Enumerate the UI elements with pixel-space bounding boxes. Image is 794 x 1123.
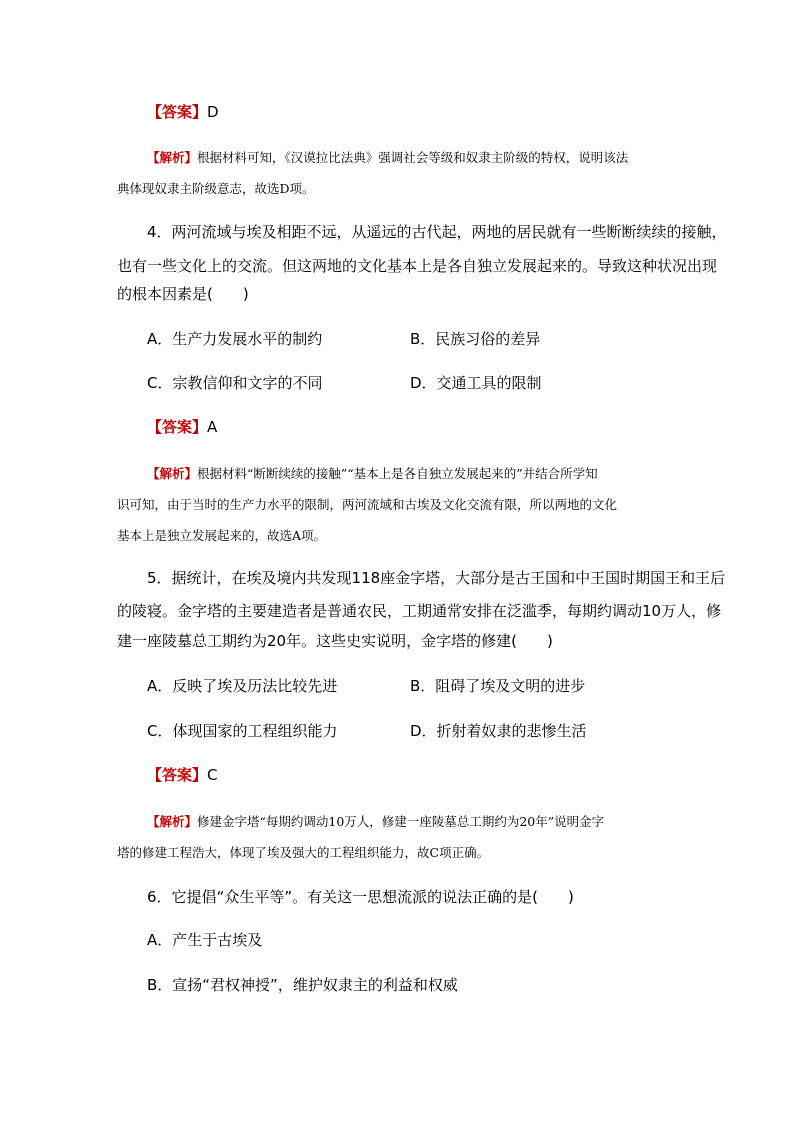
q6-stem: 6．它提倡“众生平等”。有关这一思想流派的说法正确的是( ) [147, 888, 574, 906]
q5-option-c: C．体现国家的工程组织能力 [147, 722, 338, 740]
q3-analysis-line-1 [147, 147, 628, 169]
analysis-tag: 【解析】 [147, 150, 198, 165]
q5-option-a: A．反映了埃及历法比较先进 [147, 677, 338, 695]
q4-option-c: C．宗教信仰和文字的不同 [147, 374, 323, 392]
q5-analysis-line-2: 塔的修建工程浩大，体现了埃及强大的工程组织能力，故C项正确。 [117, 845, 490, 860]
q5-answer [147, 764, 218, 786]
q4-option-b: B．民族习俗的差异 [410, 330, 541, 348]
q5-stem-line-2: 的陵寝。金字塔的主要建造者是普通农民，工期通常安排在泛滥季，每期约调动10万人，修 [117, 602, 722, 620]
answer-value: D [207, 103, 219, 121]
q4-option-d: D．交通工具的限制 [410, 374, 542, 392]
q4-analysis-line-3: 基本上是独立发展起来的，故选A项。 [117, 528, 327, 543]
answer-value: A [207, 418, 218, 436]
analysis-text: 修建金字塔“每期约调动10万人，修建一座陵墓总工期约为20年”说明金字 [197, 814, 605, 829]
q4-stem-line-3: 的根本因素是( ) [117, 285, 249, 303]
q5-option-b: B．阻碍了埃及文明的进步 [410, 677, 586, 695]
answer-tag: 【答案】 [147, 103, 208, 121]
q5-analysis-line-1 [147, 811, 604, 833]
q4-stem-line-1: 4．两河流域与埃及相距不远，从遥远的古代起，两地的居民就有一些断断续续的接触， [147, 223, 727, 241]
q6-option-a: A．产生于古埃及 [147, 931, 263, 949]
q4-answer [147, 416, 217, 438]
q4-analysis-line-2: 识可知，由于当时的生产力水平的限制，两河流域和古埃及文化交流有限，所以两地的文化 [117, 497, 618, 512]
q4-stem-line-2: 也有一些文化上的交流。但这两地的文化基本上是各自独立发展起来的。导致这种状况出现 [117, 257, 718, 275]
q3-answer [147, 101, 219, 123]
q4-option-a: A．生产力发展水平的制约 [147, 330, 323, 348]
q5-stem-line-1: 5．据统计，在埃及境内共发现118座金字塔，大部分是古王国和中王国时期国王和王后 [147, 569, 726, 587]
q4-analysis-line-1 [147, 463, 598, 485]
answer-tag: 【答案】 [147, 418, 208, 436]
analysis-text: 根据材料“断断续续的接触”“基本上是各自独立发展起来的”并结合所学知 [197, 466, 598, 481]
analysis-tag: 【解析】 [147, 466, 198, 481]
q6-option-b: B．宣扬“君权神授”，维护奴隶主的利益和权威 [147, 976, 458, 994]
answer-value: C [207, 766, 218, 784]
q3-analysis-line-2: 典体现奴隶主阶级意志，故选D项。 [117, 181, 315, 196]
analysis-tag: 【解析】 [147, 814, 198, 829]
q5-stem-line-3: 建一座陵墓总工期约为20年。这些史实说明，金字塔的修建( ) [117, 632, 553, 650]
answer-tag: 【答案】 [147, 766, 208, 784]
analysis-text: 根据材料可知，《汉谟拉比法典》强调社会等级和奴隶主阶级的特权，说明该法 [197, 150, 629, 165]
q5-option-d: D．折射着奴隶的悲惨生活 [410, 722, 587, 740]
